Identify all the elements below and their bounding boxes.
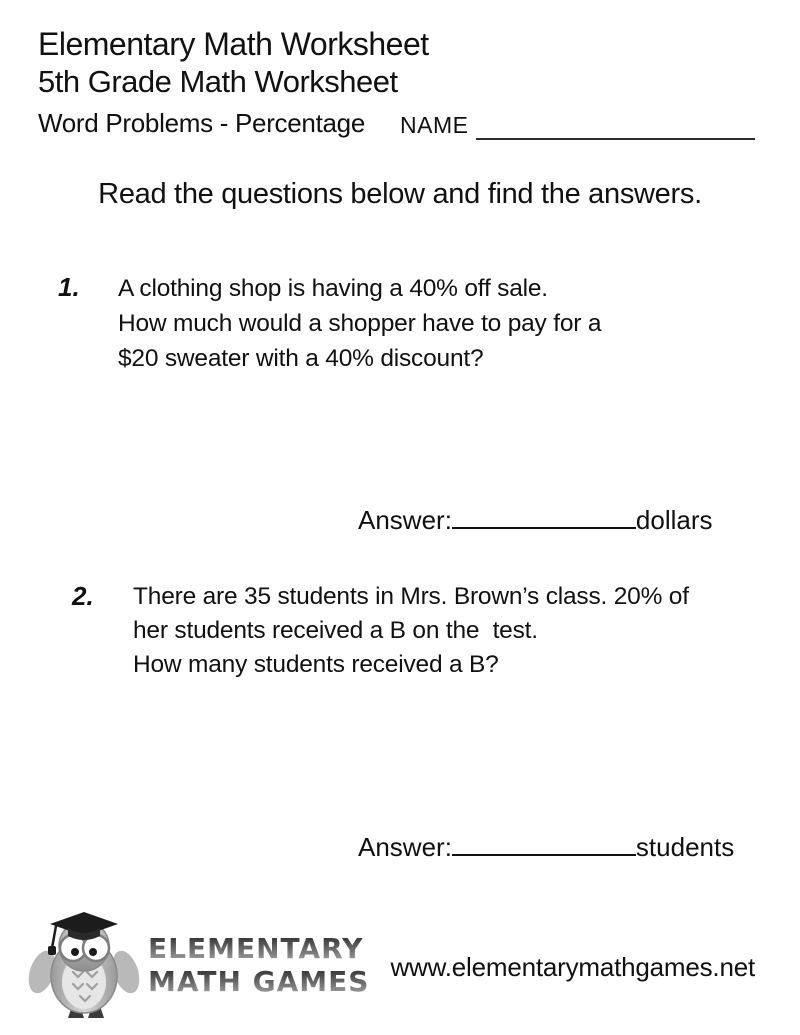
question-2-text [133, 580, 689, 682]
logo-line-2: MATH GAMES [148, 965, 370, 998]
answer-blank-line [452, 854, 636, 856]
question-1-text [118, 271, 601, 376]
worksheet-subtitle-grade: 5th Grade Math Worksheet [38, 64, 398, 99]
logo-line-1: ELEMENTARY [148, 932, 369, 965]
elementary-math-games-logo [26, 910, 369, 1020]
worksheet-title: Elementary Math Worksheet [38, 26, 429, 62]
logo-text [148, 932, 369, 998]
question-1-line-2: How much would a shopper have to pay for a [118, 310, 602, 337]
question-2-line-3: How many students received a B? [133, 651, 499, 678]
question-2-line-2: her students received a B on the test. [133, 617, 538, 644]
question-1-line-3: $20 sweater with a 40% discount? [118, 345, 484, 372]
question-2-line-1: There are 35 students in Mrs. Brown’s class. 20% of [133, 583, 689, 610]
name-blank-line [476, 110, 755, 140]
question-1-answer-line [358, 505, 713, 536]
question-2-number: 2. [72, 581, 94, 611]
answer-unit: students [635, 832, 735, 862]
answer-blank-line [452, 527, 636, 529]
question-1-number: 1. [58, 272, 80, 302]
question-1-line-1: A clothing shop is having a 40% off sale. [118, 275, 548, 302]
instruction-text: Read the questions below and find the answers. [98, 178, 702, 210]
answer-unit: dollars [635, 505, 713, 535]
name-label: NAME [400, 112, 469, 138]
question-2-answer-line [358, 832, 734, 863]
answer-label: Answer: [358, 505, 452, 535]
answer-label: Answer: [358, 832, 452, 862]
website-url: www.elementarymathgames.net [390, 952, 755, 982]
owl-graduation-cap-icon [26, 910, 146, 1020]
worksheet-topic: Word Problems - Percentage [38, 108, 365, 138]
